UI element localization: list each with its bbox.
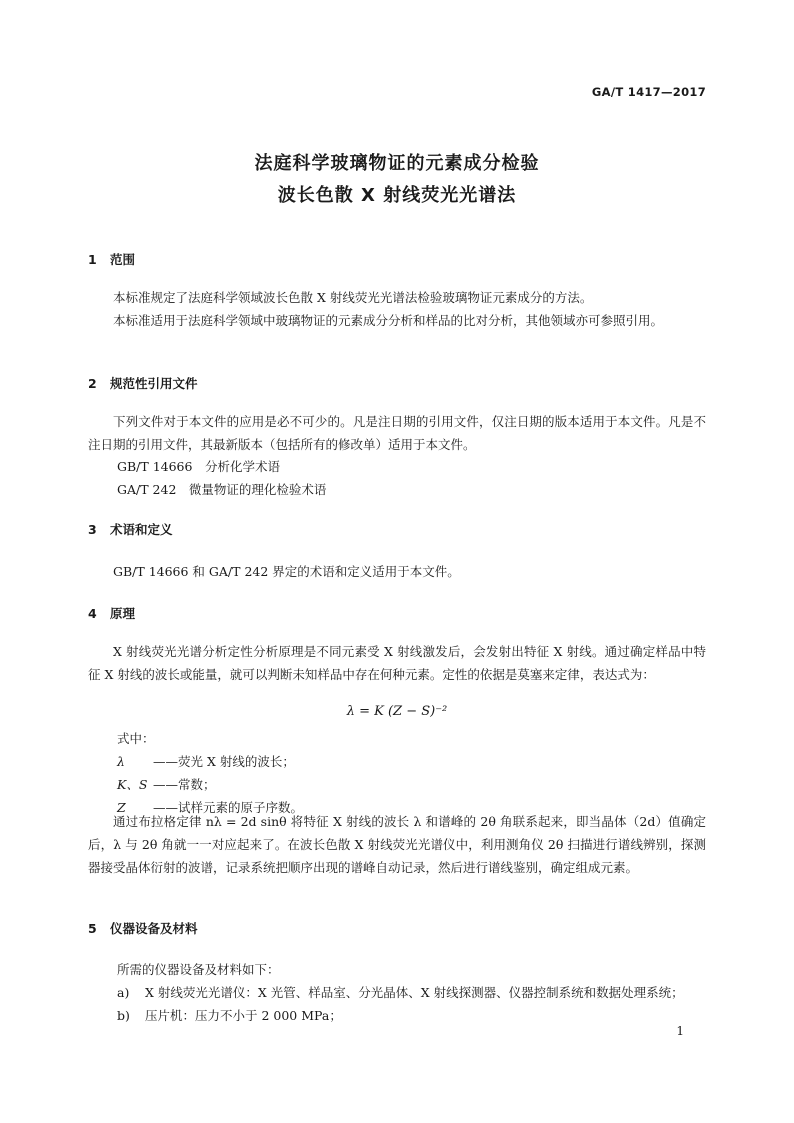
list-label: b)	[117, 1008, 130, 1023]
definition-lambda	[117, 752, 295, 770]
normative-reference-1: GB/T 14666 分析化学术语	[117, 459, 280, 474]
section-title: 规范性引用文件	[110, 376, 198, 391]
section-title: 范围	[110, 252, 136, 267]
section-1-heading	[88, 250, 135, 268]
title-line-2: 波长色散 X 射线荧光光谱法	[277, 185, 517, 206]
section-3-heading	[88, 520, 173, 538]
definition-k-s	[117, 775, 216, 793]
section-title: 术语和定义	[110, 522, 173, 537]
section-number: 5	[88, 921, 97, 936]
definition-text: ——试样元素的原子序数。	[153, 800, 304, 815]
section-number: 3	[88, 522, 97, 537]
section-5-heading	[88, 919, 198, 937]
moseley-formula: λ = K (Z − S)⁻²	[346, 704, 448, 719]
definition-text: ——常数；	[153, 777, 216, 792]
definition-symbol: K、S	[117, 777, 148, 792]
document-title	[0, 148, 794, 212]
section-5-paragraph-1: 所需的仪器设备及材料如下：	[117, 962, 280, 977]
section-2-heading	[88, 374, 198, 392]
where-label: 式中：	[117, 731, 155, 746]
section-title: 仪器设备及材料	[110, 921, 198, 936]
definition-symbol: Z	[117, 800, 126, 815]
page-number: 1	[676, 1024, 684, 1038]
section-4-heading	[88, 604, 135, 622]
section-1-paragraph-2: 本标准适用于法庭科学领域中玻璃物证的元素成分分析和样品的比对分析，其他领域亦可参照引用。	[113, 313, 664, 328]
section-title: 原理	[110, 606, 136, 621]
section-number: 4	[88, 606, 97, 621]
section-number: 2	[88, 376, 97, 391]
section-4-paragraph-1: X 射线荧光光谱分析定性分析原理是不同元素受 X 射线激发后，会发射出特征 X 射线。通过确定样品中特征 X 射线的波长或能量，就可以判断未知样品中存在何种元素。定性的依据是莫塞来定律，表达式为：	[88, 644, 706, 682]
definition-symbol: λ	[117, 754, 125, 769]
list-label: a)	[117, 985, 130, 1000]
section-4-paragraph-2: 通过布拉格定律 nλ = 2d sinθ 将特征 X 射线的波长 λ 和谱峰的 2θ 角联系起来，即当晶体（2d）值确定后，λ 与 2θ 角就一一对应起来了。在波长色散 X 射线荧光光谱仪中，利用测角仪 2θ 扫描进行谱线辨别，探测器接受晶体衍射的波谱，记录系统把顺序出现的谱峰自动记录，然后进行谱线鉴别，确定组成元素。	[88, 814, 706, 875]
list-text: X 射线荧光光谱仪：X 光管、样品室、分光晶体、X 射线探测器、仪器控制系统和数据处理系统；	[145, 985, 684, 1000]
title-line-1: 法庭科学玻璃物证的元素成分检验	[254, 153, 540, 174]
section-3-paragraph-1: GB/T 14666 和 GA/T 242 界定的术语和定义适用于本文件。	[113, 564, 460, 579]
section-number: 1	[88, 252, 97, 267]
document-code: GA/T 1417—2017	[591, 85, 706, 99]
list-item-a	[117, 983, 684, 1001]
section-1-paragraph-1: 本标准规定了法庭科学领域波长色散 X 射线荧光光谱法检验玻璃物证元素成分的方法。	[113, 290, 593, 305]
list-item-b	[117, 1006, 342, 1024]
list-text: 压片机：压力不小于 2 000 MPa；	[145, 1008, 342, 1023]
definition-text: ——荧光 X 射线的波长；	[153, 754, 295, 769]
normative-reference-2: GA/T 242 微量物证的理化检验术语	[117, 482, 327, 497]
section-2-paragraph-1: 下列文件对于本文件的应用是必不可少的。凡是注日期的引用文件，仅注日期的版本适用于本文件。凡是不注日期的引用文件，其最新版本（包括所有的修改单）适用于本文件。	[88, 414, 706, 452]
